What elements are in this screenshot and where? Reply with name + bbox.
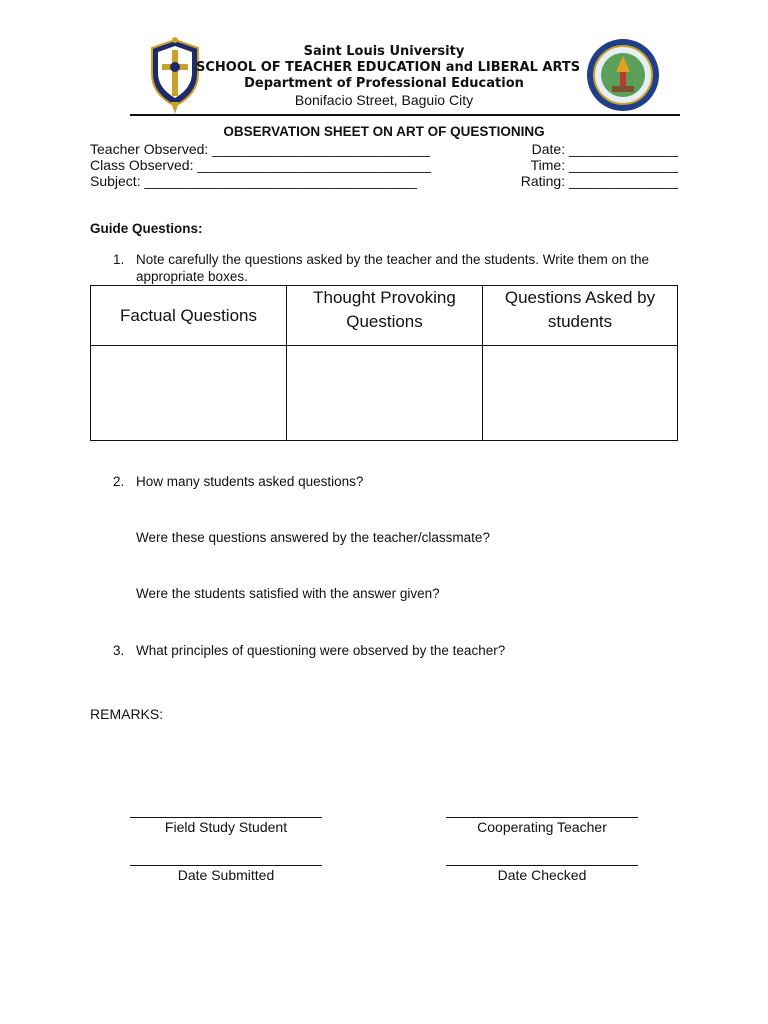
thought-provoking-line2: Questions — [346, 312, 423, 331]
questions-table — [90, 285, 678, 441]
form-title: OBSERVATION SHEET ON ART OF QUESTIONING — [223, 124, 545, 139]
address: Bonifacio Street, Baguio City — [294, 92, 474, 108]
header-thought-provoking — [287, 286, 483, 346]
rating-field[interactable]: Rating: ______________ — [520, 173, 678, 189]
q1-number: 1. — [113, 252, 125, 267]
guide-questions-heading: Guide Questions: — [90, 221, 203, 236]
q2c-text: Were the students satisfied with the answer given? — [136, 586, 440, 601]
time-field[interactable]: Time: ______________ — [530, 157, 678, 173]
q2-number: 2. — [113, 474, 125, 489]
date-checked-label: Date Checked — [497, 867, 587, 883]
date-submitted-line[interactable] — [130, 865, 322, 866]
student-questions-line1: Questions Asked by — [504, 288, 656, 307]
school-seal-logo — [586, 38, 660, 112]
student-questions-line2: students — [547, 312, 613, 331]
student-questions-answer-cell[interactable] — [483, 346, 678, 441]
factual-questions-answer-cell[interactable] — [91, 346, 287, 441]
q1-text-line1: Note carefully the questions asked by the teacher and the students. Write them on the — [136, 252, 650, 267]
date-field[interactable]: Date: ______________ — [531, 141, 678, 157]
remarks-label: REMARKS: — [90, 706, 164, 722]
university-seal-logo — [140, 36, 210, 114]
q2-text: How many students asked questions? — [136, 474, 364, 489]
department-name: Department of Professional Education — [244, 76, 524, 91]
q1-text-line2: appropriate boxes. — [136, 269, 248, 284]
subject-field[interactable]: Subject: ___________________________________ — [90, 173, 417, 189]
factual-questions-label: Factual Questions — [119, 305, 257, 325]
header-divider — [130, 114, 680, 116]
q2b-text: Were these questions answered by the teacher/classmate? — [136, 530, 490, 545]
class-observed-field[interactable]: Class Observed: ______________________________ — [90, 157, 431, 173]
university-name: Saint Louis University — [303, 44, 465, 59]
teacher-observed-field[interactable]: Teacher Observed: ____________________________ — [90, 141, 431, 157]
date-checked-line[interactable] — [446, 865, 638, 866]
header-factual-questions — [91, 286, 287, 346]
field-study-student-label: Field Study Student — [164, 819, 288, 835]
cooperating-teacher-signature-line[interactable] — [446, 817, 638, 818]
thought-provoking-line1: Thought Provoking — [313, 288, 456, 307]
date-submitted-label: Date Submitted — [177, 867, 275, 883]
thought-provoking-answer-cell[interactable] — [287, 346, 483, 441]
header-student-questions — [483, 286, 678, 346]
q3-number: 3. — [113, 643, 125, 658]
field-study-student-signature-line[interactable] — [130, 817, 322, 818]
school-name: SCHOOL OF TEACHER EDUCATION and LIBERAL ARTS — [196, 60, 581, 75]
q3-text: What principles of questioning were observed by the teacher? — [136, 643, 506, 658]
cooperating-teacher-label: Cooperating Teacher — [477, 819, 607, 835]
